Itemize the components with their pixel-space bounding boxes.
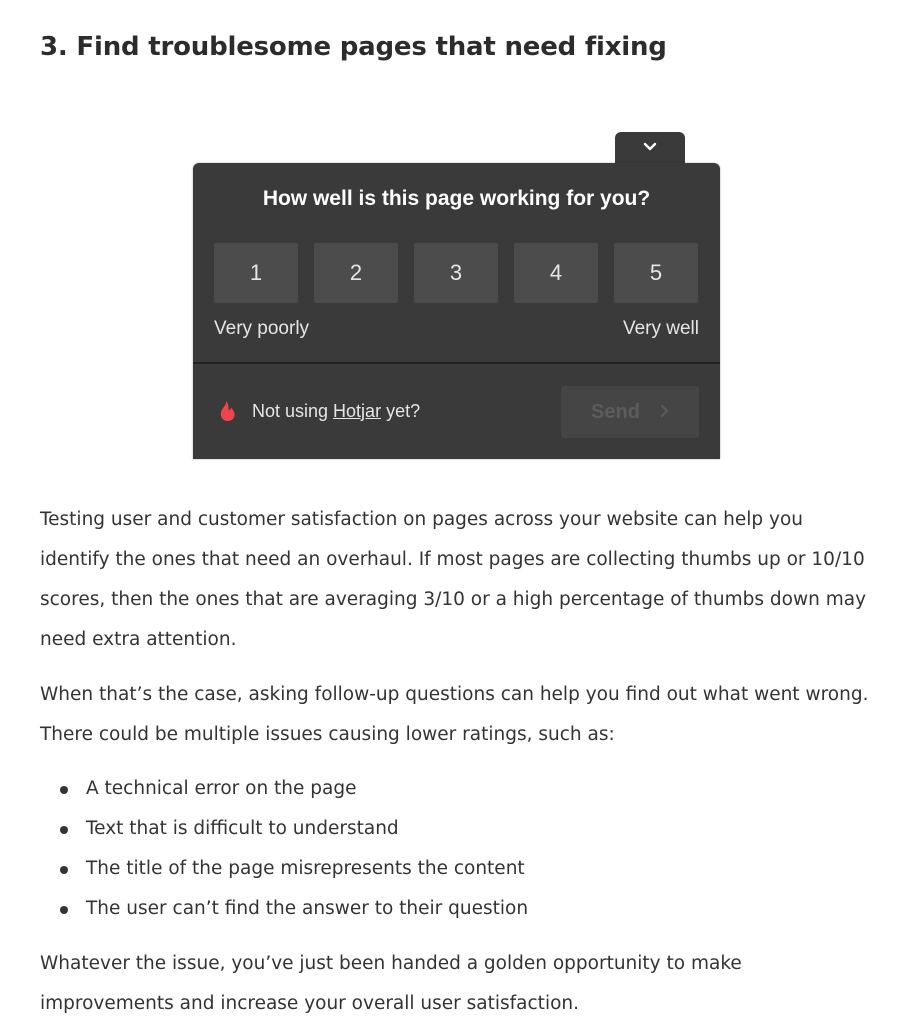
paragraph-line: improvements and increase your overall user satisfaction.: [40, 993, 580, 1014]
list-item: The title of the page misrepresents the content: [40, 849, 528, 889]
chevron-right-icon: [660, 401, 669, 424]
rating-button-3[interactable]: 3: [414, 243, 498, 303]
list-item: Text that is difficult to understand: [40, 809, 528, 849]
hotjar-promo: [219, 400, 420, 422]
promo-suffix: yet?: [381, 400, 421, 421]
list-item: The user can’t find the answer to their question: [40, 889, 528, 929]
paragraph-line: identify the ones that need an overhaul. If most pages are collecting thumbs up or 10/10: [40, 549, 865, 570]
promo-prefix: Not using: [252, 400, 334, 421]
paragraph-line: When that’s the case, asking follow-up questions can help you find out what went wrong.: [40, 684, 869, 705]
list-item: A technical error on the page: [40, 769, 528, 809]
send-button[interactable]: [561, 386, 699, 438]
paragraph-line: Whatever the issue, you’ve just been handed a golden opportunity to make: [40, 953, 742, 974]
paragraph-satisfaction: [40, 500, 880, 660]
rating-button-2[interactable]: 2: [314, 243, 398, 303]
paragraph-line: Testing user and customer satisfaction on pages across your website can help you: [40, 509, 804, 530]
chevron-down-icon: [643, 142, 657, 151]
hotjar-link[interactable]: Hotjar: [333, 400, 382, 421]
section-heading: 3. Find troublesome pages that need fixing: [40, 32, 667, 62]
scale-low-label: Very poorly: [214, 318, 310, 339]
paragraph-line: There could be multiple issues causing lower ratings, such as:: [40, 724, 615, 745]
widget-divider: [193, 362, 720, 364]
hotjar-flame-icon: [219, 400, 236, 422]
issues-list: [40, 769, 528, 929]
paragraph-line: scores, then the ones that are averaging 3/10 or a high percentage of thumbs down may: [40, 589, 867, 610]
scale-high-label: Very well: [622, 318, 699, 339]
rating-scale: [214, 243, 698, 303]
rating-button-5[interactable]: 5: [614, 243, 698, 303]
paragraph-line: need extra attention.: [40, 629, 237, 650]
rating-button-4[interactable]: 4: [514, 243, 598, 303]
widget-question: How well is this page working for you?: [262, 187, 651, 210]
paragraph-follow-up: [40, 675, 880, 755]
send-label: Send: [591, 400, 640, 423]
feedback-widget: [193, 163, 720, 459]
paragraph-opportunity: [40, 944, 880, 1024]
rating-button-1[interactable]: 1: [214, 243, 298, 303]
